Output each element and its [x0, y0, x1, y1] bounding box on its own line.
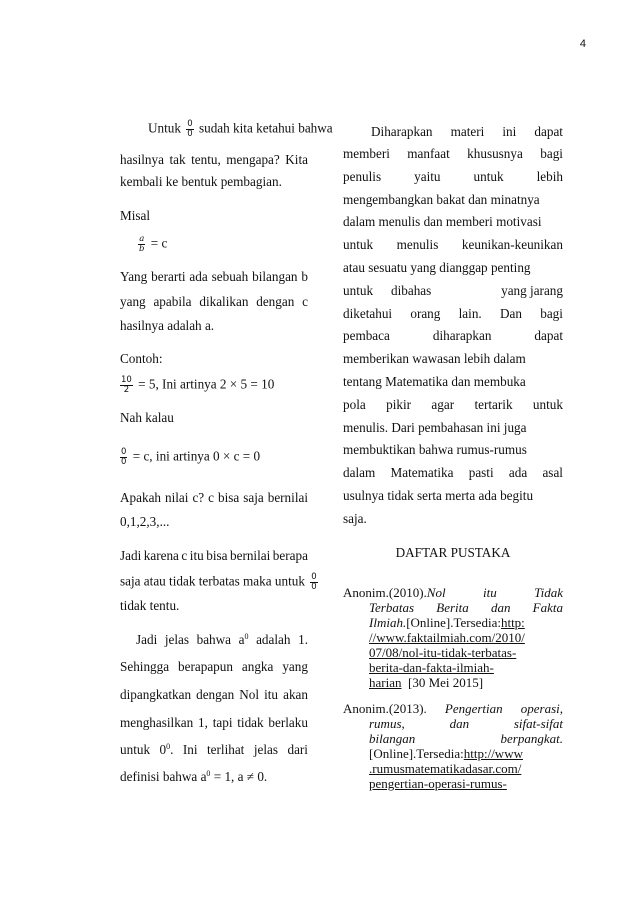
- bibliography-heading: DAFTAR PUSTAKA: [395, 545, 511, 560]
- reference-link[interactable]: berita-dan-fakta-ilmiah-: [369, 660, 494, 675]
- paragraph-line: untuk dibahas yang jarang: [343, 283, 563, 298]
- misal-label: Misal: [120, 208, 151, 223]
- text: sudah kita ketahui bahwa: [198, 120, 333, 136]
- fraction-zero-over-zero: $\frac{0}{0}$: [311, 572, 317, 592]
- paragraph-line: tentang Matematika dan membuka: [343, 374, 526, 389]
- paragraph-line: diketahui orang lain. Dan bagi: [343, 306, 563, 321]
- reference-link[interactable]: http:: [500, 615, 525, 630]
- reference-link[interactable]: 07/08/nol-itu-tidak-terbatas-: [369, 645, 517, 660]
- paragraph-line: penulis yaitu untuk lebih: [343, 169, 563, 184]
- reference-link[interactable]: http://www: [463, 746, 523, 761]
- reference-link[interactable]: pengertian-operasi-rumus-: [369, 776, 507, 791]
- contoh-label: Contoh:: [120, 351, 163, 366]
- fraction-a-over-b: $\frac{a}{b}$: [139, 234, 145, 254]
- paragraph-line: definisi bahwa $a^0 = 1$, a ≠ 0.: [120, 769, 268, 784]
- paragraph-line: 0,1,2,3,...: [120, 514, 170, 529]
- paragraph-line: kembali ke bentuk pembagian.: [120, 174, 282, 189]
- paragraph-line: Sehingga berapapun angka yang: [120, 659, 308, 674]
- page-number: 4: [579, 38, 586, 50]
- paragraph-line: yang apabila dikalikan dengan c: [120, 294, 308, 309]
- reference-link[interactable]: //www.faktailmiah.com/2010/: [369, 630, 525, 645]
- paragraph-line: Diharapkan materi ini dapat: [371, 124, 563, 139]
- paragraph-line: saja atau tidak terbatas maka untuk $\frac{0}{0}$: [120, 572, 317, 592]
- paragraph-line: saja.: [343, 511, 367, 526]
- paragraph-line: untuk $0^0$. Ini terlihat jelas dari: [120, 742, 308, 757]
- paragraph-line: pola pikir agar tertarik untuk: [343, 397, 563, 412]
- paragraph-line: dalam menulis dan memberi motivasi: [343, 214, 542, 229]
- paragraph-line: hasilnya tak tentu, mengapa? Kita: [120, 152, 308, 167]
- paragraph-line: Nah kalau: [120, 410, 174, 425]
- fraction-ten-over-two: $\frac{10}{2}$: [121, 375, 132, 395]
- paragraph-line: menulis. Dari pembahasan ini juga: [343, 420, 527, 435]
- example-line: $\frac{10}{2}$ = 5, Ini artinya 2 × 5 = 10: [121, 375, 275, 395]
- example-line: $\frac{0}{0}$ = c, ini artinya 0 × c = 0: [121, 447, 261, 467]
- reference-link[interactable]: .rumusmatematikadasar.com/: [369, 761, 522, 776]
- paragraph-line: Yang berarti ada sebuah bilangan b: [120, 269, 308, 284]
- paragraph-line: Apakah nilai c? c bisa saja bernilai: [120, 490, 308, 505]
- paragraph-line: membuktikan bahwa rumus-rumus: [343, 442, 527, 457]
- paragraph-line: hasilnya adalah a.: [120, 318, 215, 333]
- paragraph-line: atau sesuatu yang dianggap penting: [343, 260, 531, 275]
- paragraph-line: untuk menulis keunikan-keunikan: [343, 237, 563, 252]
- fraction-zero-over-zero: $\frac{0}{0}$: [187, 119, 193, 139]
- fraction-zero-over-zero: $\frac{0}{0}$: [121, 447, 127, 467]
- paragraph-line: dalam Matematika pasti ada asal: [343, 465, 563, 480]
- equation-a-over-b: $\frac{a}{b}$ = c: [139, 234, 168, 254]
- paragraph-line: Jadi karena c itu bisa bernilai berapa: [120, 548, 308, 563]
- text: Untuk: [148, 120, 181, 136]
- paragraph-line: [120, 119, 333, 139]
- reference-link[interactable]: harian: [369, 675, 402, 690]
- paragraph-line: tidak tentu.: [120, 598, 180, 613]
- paragraph-line: dipangkatkan dengan Nol itu akan: [120, 687, 308, 702]
- paragraph-line: Jadi jelas bahwa $a^0$ adalah 1.: [136, 632, 308, 647]
- paragraph-line: menghasilkan 1, tapi tidak berlaku: [120, 715, 308, 730]
- paragraph-line: memberi manfaat khususnya bagi: [343, 146, 563, 161]
- paragraph-line: usulnya tidak serta merta ada begitu: [343, 488, 534, 503]
- paragraph-line: memberikan wawasan lebih dalam: [343, 351, 526, 366]
- paragraph-line: mengembangkan bakat dan minatnya: [343, 192, 540, 207]
- paragraph-line: pembaca diharapkan dapat: [343, 328, 563, 343]
